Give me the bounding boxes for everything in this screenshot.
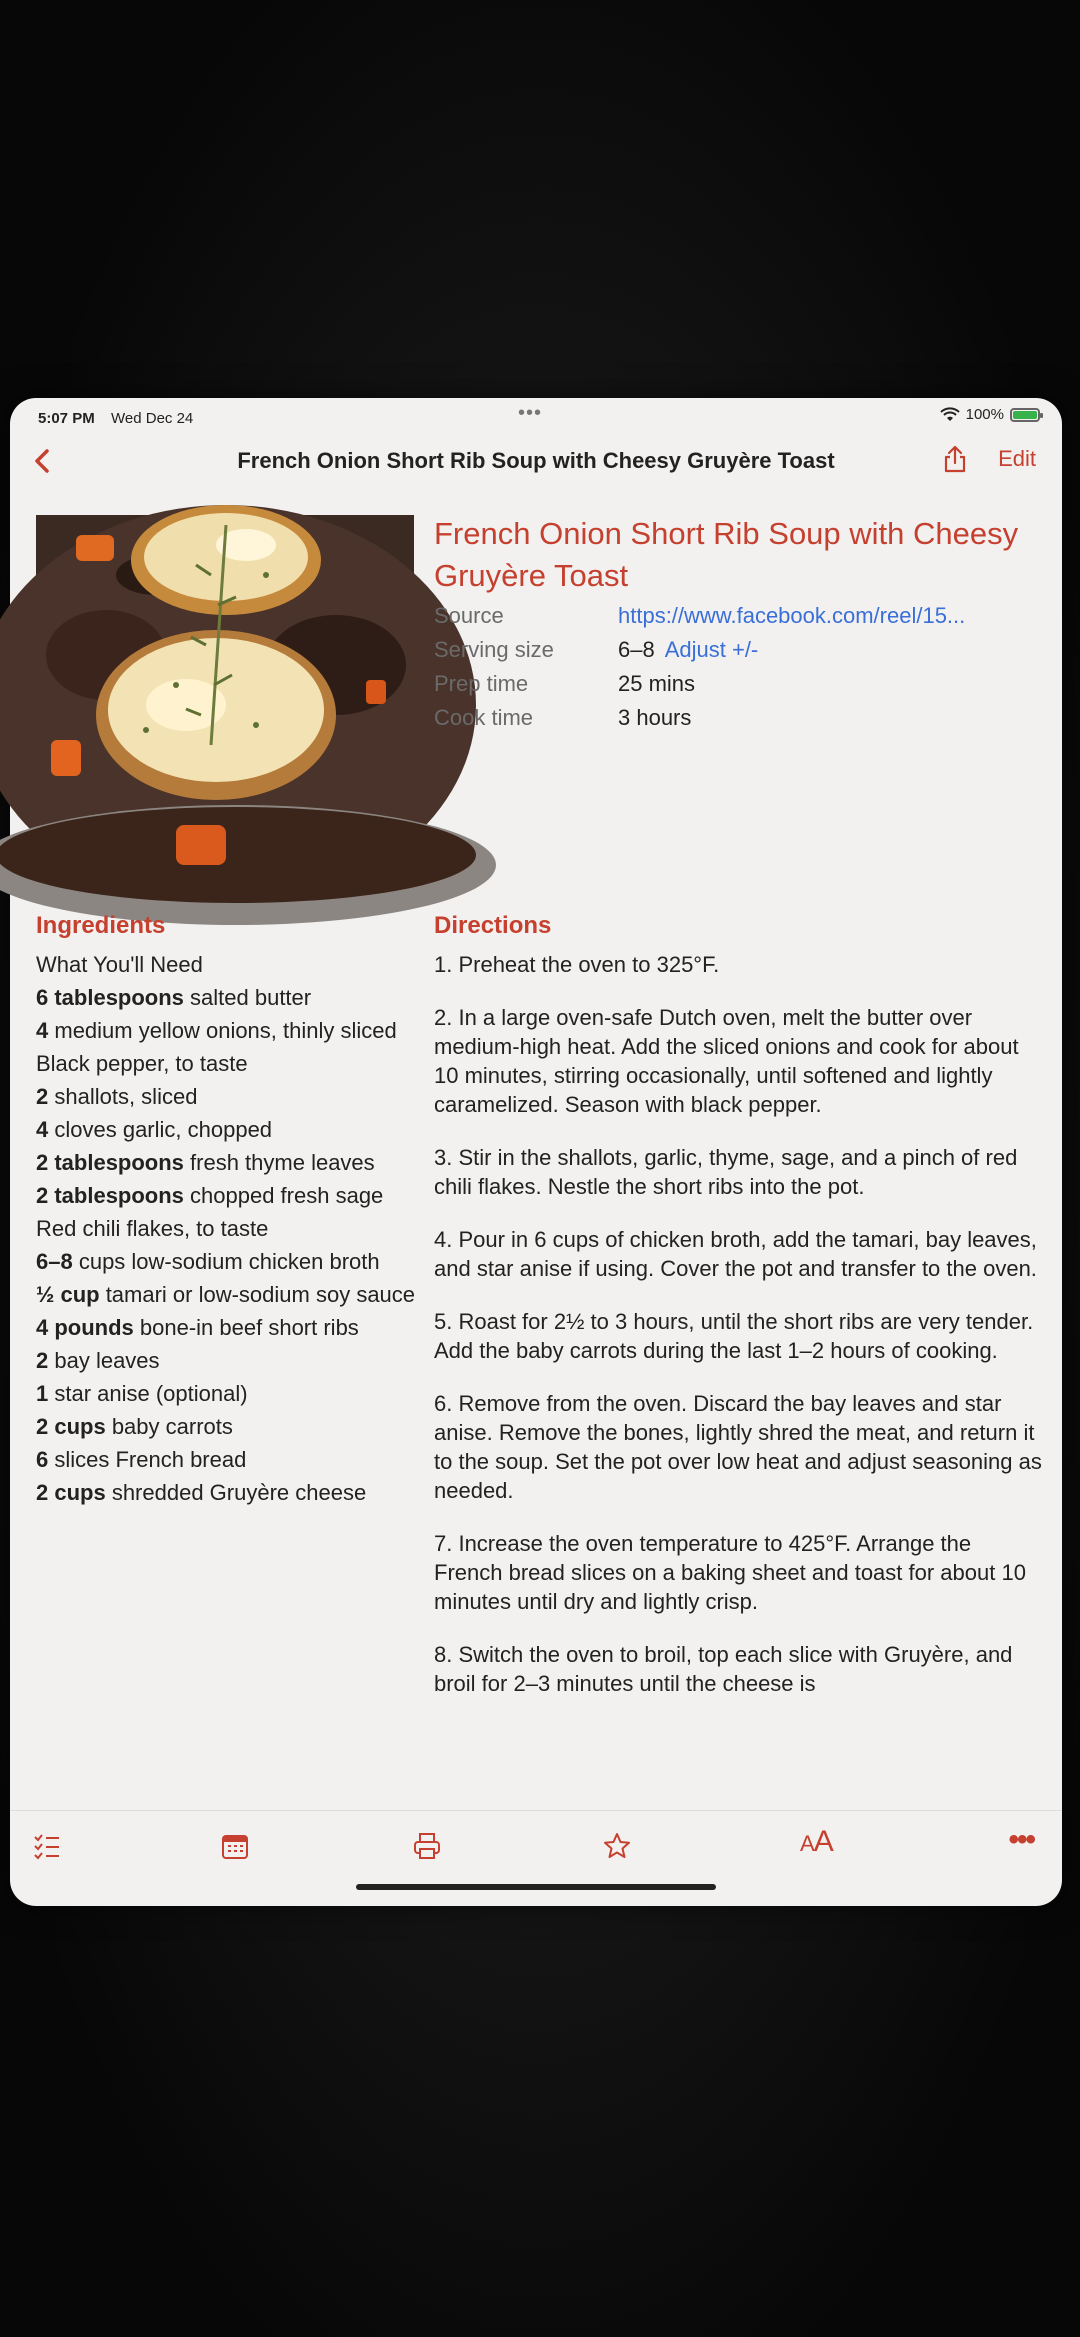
ingredient-text: cloves garlic, chopped bbox=[48, 1117, 273, 1142]
text-size-icon[interactable]: AA bbox=[800, 1825, 833, 1858]
directions-list bbox=[434, 950, 1042, 1696]
ingredient-text: chopped fresh sage bbox=[183, 1183, 384, 1208]
ingredient-quantity: 6 tablespoons bbox=[36, 985, 184, 1010]
ingredient-quantity: 4 bbox=[36, 1018, 49, 1043]
ingredient-text: shredded Gruyère cheese bbox=[105, 1480, 367, 1505]
ingredient-item bbox=[36, 1115, 426, 1144]
meta-row-source bbox=[434, 599, 1044, 633]
ingredient-item bbox=[36, 1379, 426, 1408]
meta-row-serving bbox=[434, 633, 1044, 667]
ingredient-text: Red chili flakes, to taste bbox=[36, 1216, 269, 1241]
status-time: 5:07 PM bbox=[38, 410, 95, 427]
ingredient-quantity: 2 bbox=[36, 1084, 49, 1109]
ingredient-item bbox=[36, 1478, 426, 1507]
directions-heading: Directions bbox=[434, 912, 552, 939]
home-indicator[interactable] bbox=[356, 1884, 716, 1890]
ingredient-item bbox=[36, 1148, 426, 1177]
ingredient-quantity: 6 bbox=[36, 1447, 49, 1472]
recipe-title: French Onion Short Rib Soup with Cheesy Gruyère Toast bbox=[434, 516, 1019, 593]
edit-button[interactable]: Edit bbox=[998, 446, 1036, 471]
direction-step: 2. In a large oven-safe Dutch oven, melt the butter over medium-high heat. Add the sliced onions and cook for about 10 minutes, stirring occasionally, until softened and lightly caramelized. Season with black pepper. bbox=[434, 1005, 1019, 1117]
direction-step: 4. Pour in 6 cups of chicken broth, add the tamari, bay leaves, and star anise if using. Cover the pot and transfer to the oven. bbox=[434, 1227, 1037, 1281]
ingredient-quantity: 2 tablespoons bbox=[36, 1150, 184, 1175]
ingredient-quantity: 4 pounds bbox=[36, 1315, 134, 1340]
meta-row-prep bbox=[434, 667, 1044, 701]
recipe-meta bbox=[434, 599, 1044, 735]
ingredient-text: shallots, sliced bbox=[48, 1084, 198, 1109]
adjust-servings-button[interactable]: Adjust +/- bbox=[664, 637, 759, 662]
ingredient-item bbox=[36, 1280, 426, 1309]
tablet-screen bbox=[10, 398, 1062, 1906]
status-date: Wed Dec 24 bbox=[111, 410, 194, 427]
ingredient-item bbox=[36, 1016, 426, 1045]
ingredient-text: fresh thyme leaves bbox=[183, 1150, 375, 1175]
ingredient-item bbox=[36, 1445, 426, 1474]
ingredient-quantity: 2 bbox=[36, 1348, 49, 1373]
direction-step: 1. Preheat the oven to 325°F. bbox=[434, 952, 720, 977]
meta-row-cook bbox=[434, 701, 1044, 735]
ingredient-text: tamari or low-sodium soy sauce bbox=[99, 1282, 416, 1307]
ingredient-item bbox=[36, 1247, 426, 1276]
serving-size-value: 6–8 bbox=[618, 637, 655, 662]
ingredient-quantity: 6–8 bbox=[36, 1249, 73, 1274]
ingredient-item bbox=[36, 1412, 426, 1441]
recipe-photo bbox=[36, 515, 414, 891]
battery-percent: 100% bbox=[965, 406, 1004, 423]
ingredients-list bbox=[36, 950, 426, 1511]
meta-label: Prep time bbox=[434, 671, 529, 696]
ingredient-quantity: 4 bbox=[36, 1117, 49, 1142]
meta-label: Cook time bbox=[434, 705, 534, 730]
status-right bbox=[940, 406, 1040, 423]
ingredient-text: salted butter bbox=[183, 985, 312, 1010]
status-bar bbox=[10, 398, 1062, 434]
meta-label: Source bbox=[434, 603, 504, 628]
ingredient-text: What You'll Need bbox=[36, 952, 203, 977]
ingredient-quantity: ½ cup bbox=[36, 1282, 100, 1307]
meta-label: Serving size bbox=[434, 637, 554, 662]
ingredient-text: bay leaves bbox=[48, 1348, 160, 1373]
print-icon[interactable] bbox=[412, 1831, 442, 1861]
ingredient-item bbox=[36, 1313, 426, 1342]
ingredient-item bbox=[36, 1214, 426, 1243]
ingredient-text: bone-in beef short ribs bbox=[133, 1315, 359, 1340]
star-icon[interactable] bbox=[602, 1831, 632, 1861]
ingredient-quantity: 1 bbox=[36, 1381, 49, 1406]
nav-title: French Onion Short Rib Soup with Cheesy Gruyère Toast bbox=[237, 448, 835, 473]
prep-time-value: 25 mins bbox=[618, 671, 696, 696]
ingredient-text: medium yellow onions, thinly sliced bbox=[48, 1018, 397, 1043]
ingredient-item bbox=[36, 950, 426, 979]
ingredients-heading: Ingredients bbox=[36, 912, 166, 939]
direction-step: 7. Increase the oven temperature to 425°F. Arrange the French bread slices on a baking sheet and toast for about 10 minutes until dry and lightly crisp. bbox=[434, 1531, 1026, 1614]
calendar-icon[interactable] bbox=[220, 1831, 250, 1861]
ingredient-item bbox=[36, 1049, 426, 1078]
battery-icon bbox=[1010, 408, 1040, 422]
ingredient-quantity: 2 tablespoons bbox=[36, 1183, 184, 1208]
bottom-toolbar bbox=[10, 1810, 1062, 1880]
ingredient-item bbox=[36, 1346, 426, 1375]
ingredient-item bbox=[36, 1181, 426, 1210]
source-link[interactable]: https://www.facebook.com/reel/15... bbox=[618, 603, 966, 628]
multitasking-dots-icon[interactable]: ••• bbox=[518, 402, 543, 424]
ingredient-text: star anise (optional) bbox=[48, 1381, 248, 1406]
direction-step: 3. Stir in the shallots, garlic, thyme, sage, and a pinch of red chili flakes. Nestle the short ribs into the pot. bbox=[434, 1145, 1018, 1199]
ingredient-text: slices French bread bbox=[48, 1447, 247, 1472]
ingredient-item bbox=[36, 1082, 426, 1111]
ingredient-text: cups low-sodium chicken broth bbox=[72, 1249, 380, 1274]
direction-step: 8. Switch the oven to broil, top each slice with Gruyère, and broil for 2–3 minutes until the cheese is bbox=[434, 1642, 1013, 1696]
ingredient-text: baby carrots bbox=[105, 1414, 233, 1439]
more-icon[interactable]: ••• bbox=[1008, 1823, 1034, 1856]
ingredient-quantity: 2 cups bbox=[36, 1414, 106, 1439]
share-icon[interactable] bbox=[942, 444, 968, 474]
ingredient-quantity: 2 cups bbox=[36, 1480, 106, 1505]
checklist-icon[interactable] bbox=[32, 1831, 62, 1861]
ingredient-text: Black pepper, to taste bbox=[36, 1051, 248, 1076]
ingredient-item bbox=[36, 983, 426, 1012]
direction-step: 6. Remove from the oven. Discard the bay leaves and star anise. Remove the bones, lightly shred the meat, and return it to the soup. Set the pot over low heat and adjust seasoning as needed. bbox=[434, 1391, 1042, 1503]
nav-bar bbox=[10, 434, 1062, 490]
wifi-icon bbox=[940, 408, 960, 422]
direction-step: 5. Roast for 2½ to 3 hours, until the short ribs are very tender. Add the baby carrots during the last 1–2 hours of cooking. bbox=[434, 1309, 1034, 1363]
cook-time-value: 3 hours bbox=[618, 705, 692, 730]
